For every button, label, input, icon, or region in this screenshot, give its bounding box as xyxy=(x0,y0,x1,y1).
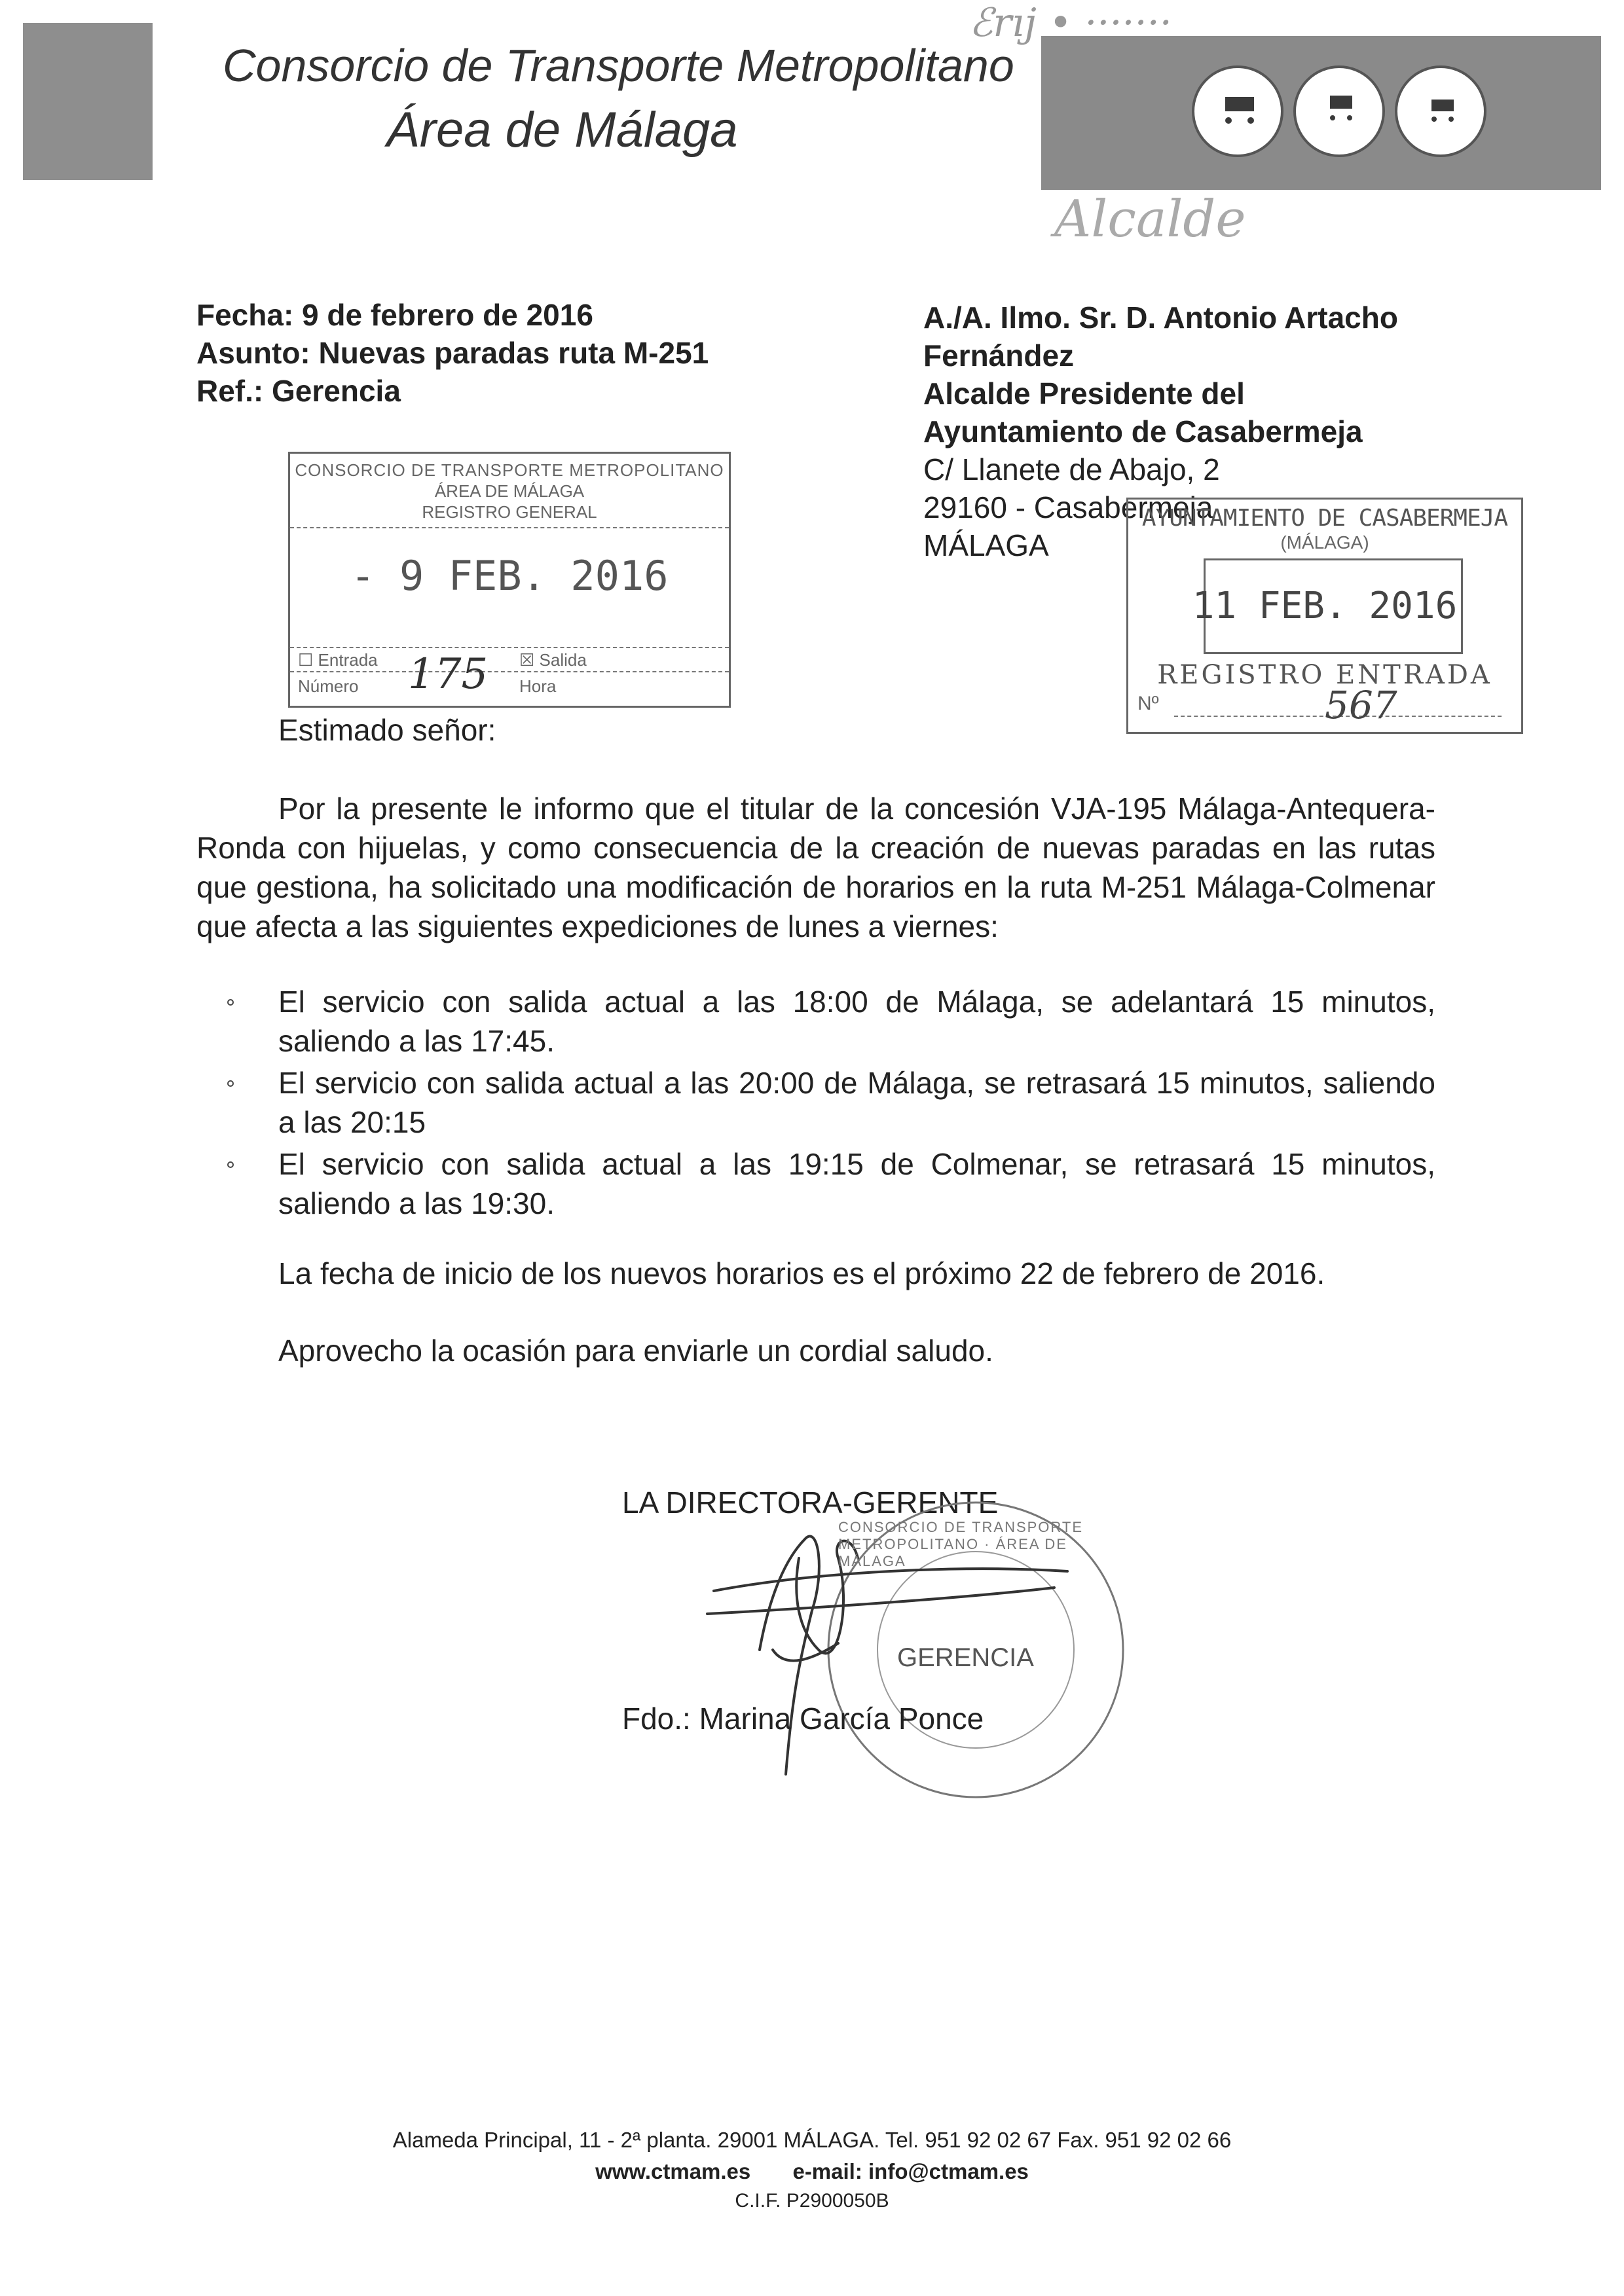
ref-value: Gerencia xyxy=(272,374,401,408)
stamp-line: AYUNTAMIENTO DE CASABERMEJA xyxy=(1141,505,1508,532)
stamp-no-value: 567 xyxy=(1325,683,1397,727)
recipient-line: MÁLAGA xyxy=(923,528,1049,562)
train-icon xyxy=(1395,65,1486,157)
body-paragraph-2: La fecha de inicio de los nuevos horarios es el próximo 22 de febrero de 2016. xyxy=(278,1256,1325,1290)
stamp-hora-label: Hora xyxy=(519,676,557,696)
recipient-line: Alcalde Presidente del xyxy=(923,376,1245,410)
seal-center-text: GERENCIA xyxy=(897,1643,1034,1672)
ref-label: Ref.: xyxy=(196,374,264,408)
fecha-value: 9 de febrero de 2016 xyxy=(302,298,593,332)
handwritten-scribble-top: ℰrıj • ······· xyxy=(969,0,1172,46)
stamp-entrada: ☐ Entrada xyxy=(298,650,378,670)
recipient-line: Fernández xyxy=(923,338,1075,373)
recipient-line: C/ Llanete de Abajo, 2 xyxy=(923,452,1220,486)
meta-block xyxy=(196,296,709,410)
greeting: Estimado señor: xyxy=(278,713,496,747)
ref-line xyxy=(196,372,709,410)
footer-email-link[interactable]: e-mail: info@ctmam.es xyxy=(792,2159,1029,2183)
footer-web-link[interactable]: www.ctmam.es xyxy=(595,2159,751,2183)
tram-icon xyxy=(1293,65,1385,157)
stamp-line: ÁREA DE MÁLAGA xyxy=(434,481,585,501)
body-paragraph-3: Aprovecho la ocasión para enviarle un cordial saludo. xyxy=(278,1334,993,1368)
footer-address: Alameda Principal, 11 - 2ª planta. 29001 MÁLAGA. Tel. 951 92 02 67 Fax. 951 92 02 66 xyxy=(392,2128,1232,2152)
stamp-line: REGISTRO GENERAL xyxy=(422,502,597,522)
header-logo-block xyxy=(23,23,153,180)
recipient-line: A./A. Ilmo. Sr. D. Antonio Artacho xyxy=(923,301,1398,335)
fecha-label: Fecha: xyxy=(196,298,294,332)
org-area: Área de Málaga xyxy=(386,102,738,158)
list-item: El servicio con salida actual a las 18:00 de Málaga, se adelantará 15 minutos, saliendo a las 17:45. xyxy=(278,982,1435,1061)
handwritten-note: Alcalde xyxy=(1054,190,1246,249)
stamp-date: - 9 FEB. 2016 xyxy=(350,552,669,600)
org-name: Consorcio de Transporte Metropolitano xyxy=(223,40,1014,91)
stamp-registro: REGISTRO ENTRADA xyxy=(1157,660,1492,690)
stamp-numero-value: 175 xyxy=(408,650,489,699)
asunto-line xyxy=(196,334,709,372)
stamp-date: 11 FEB. 2016 xyxy=(1192,585,1458,627)
fecha-line xyxy=(196,296,709,334)
footer-contact xyxy=(0,2159,1624,2184)
stamp-salida: ☒ Salida xyxy=(519,650,587,670)
footer-cif: C.I.F. P2900050B xyxy=(735,2190,889,2212)
asunto-label: Asunto: xyxy=(196,336,310,370)
registry-stamp-consorcio xyxy=(288,452,731,708)
recipient-line: 29160 - Casabermeja xyxy=(923,490,1213,524)
stamp-line: (MÁLAGA) xyxy=(1280,532,1369,553)
seal-ring-text: CONSORCIO DE TRANSPORTE METROPOLITANO · ÁREA DE MÁLAGA xyxy=(838,1519,1084,1569)
list-item: El servicio con salida actual a las 19:15 de Colmenar, se retrasará 15 minutos, saliendo a las 19:30. xyxy=(278,1144,1435,1223)
signatory-title: LA DIRECTORA-GERENTE xyxy=(622,1485,999,1520)
registry-stamp-ayuntamiento xyxy=(1126,498,1523,734)
schedule-changes-list xyxy=(278,982,1435,1223)
body-paragraph-1: Por la presente le informo que el titular de la concesión VJA-195 Málaga-Antequera-Ronda con hijuelas, y como consecuencia de la creación de nuevas paradas en las rutas que gestiona, ha solicitado una modificación de horarios en la ruta M-251 Málaga-Colmenar que afecta a las siguientes expediciones de lunes a viernes: xyxy=(196,792,1435,943)
stamp-line: CONSORCIO DE TRANSPORTE METROPOLITANO xyxy=(295,460,724,480)
bus-icon xyxy=(1192,65,1283,157)
recipient-line: Ayuntamiento de Casabermeja xyxy=(923,414,1363,448)
stamp-numero-label: Número xyxy=(298,676,359,696)
list-item: El servicio con salida actual a las 20:00 de Málaga, se retrasará 15 minutos, saliendo a las 20:15 xyxy=(278,1063,1435,1142)
stamp-no-label: Nº xyxy=(1137,693,1159,714)
signatory-name: Fdo.: Marina García Ponce xyxy=(622,1702,984,1736)
asunto-value: Nuevas paradas ruta M-251 xyxy=(318,336,709,370)
